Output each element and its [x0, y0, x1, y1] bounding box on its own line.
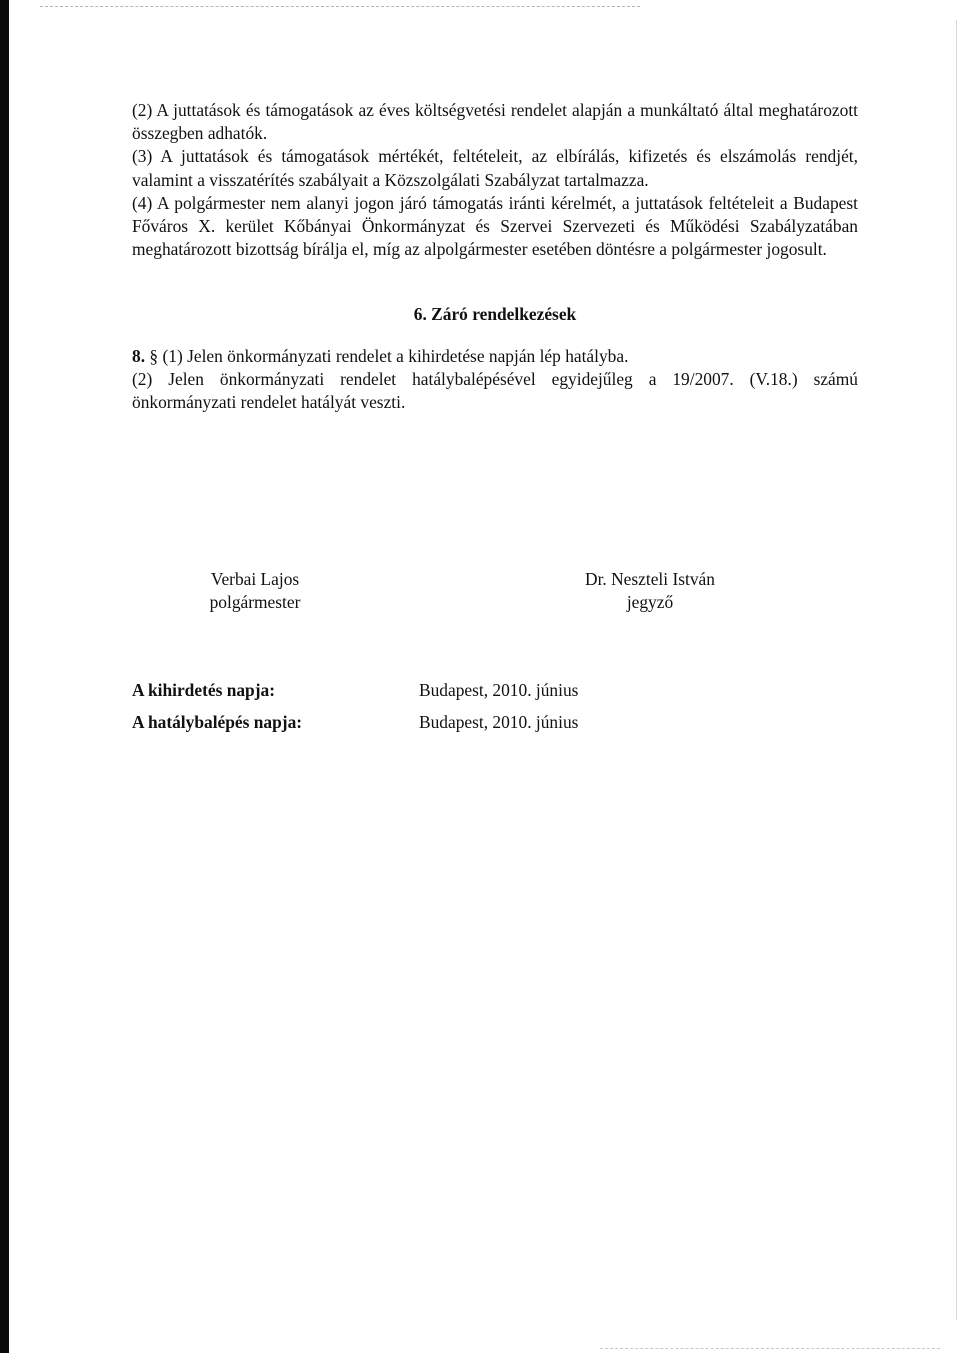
section-sign: §	[149, 346, 159, 366]
promulgation-value: Budapest, 2010. június	[419, 680, 579, 700]
paragraph-3: (3) A juttatások és támogatások mértékét, feltételeit, az elbírálás, kifizetés és elszámolás rendjét, valamint a visszatérítés szabályait a Közszolgálati Szabályzat tartalmazza.	[132, 146, 858, 190]
scan-border-left	[0, 0, 9, 1353]
scan-artifact-top	[40, 6, 640, 7]
paragraph-4: (4) A polgármester nem alanyi jogon járó támogatás iránti kérelmét, a juttatások feltételeit a Budapest Főváros X. kerület Kőbányai Önkormányzat és Szervei Szervezeti és Működési Szabályzatában meghatározott bizottság bírálja el, míg az alpolgármester esetében döntésre a polgármester jogosult.	[132, 192, 858, 260]
article-8-paragraph-2: (2) Jelen önkormányzati rendelet hatálybalépésével egyidejűleg a 19/2007. (V.18.) számú önkormányzati rendelet hatályát veszti.	[132, 369, 858, 413]
signature-left-title: polgármester	[209, 592, 301, 612]
signature-left-name: Verbai Lajos	[210, 569, 300, 589]
paragraph-2: (2) A juttatások és támogatások az éves költségvetési rendelet alapján a munkáltató által meghatározott összegben adhatók.	[132, 100, 858, 144]
section-title: 6. Záró rendelkezések	[413, 304, 577, 324]
article-8-paragraph-1	[132, 345, 858, 368]
document-body	[132, 99, 858, 261]
scan-artifact-right	[956, 20, 957, 1320]
signature-right-name: Dr. Neszteli István	[585, 569, 715, 589]
promulgation-label: A kihirdetés napja:	[132, 680, 276, 700]
scan-artifact-bottom	[600, 1348, 940, 1349]
signature-right	[565, 568, 735, 614]
effective-date-label: A hatálybalépés napja:	[132, 712, 303, 732]
article-number: 8.	[132, 346, 146, 366]
article-8	[132, 345, 858, 415]
signature-right-title: jegyző	[626, 592, 674, 612]
article-8-paragraph-1-text: (1) Jelen önkormányzati rendelet a kihirdetése napján lép hatályba.	[162, 346, 629, 366]
effective-date-value: Budapest, 2010. június	[419, 712, 579, 732]
signature-left	[170, 568, 340, 614]
